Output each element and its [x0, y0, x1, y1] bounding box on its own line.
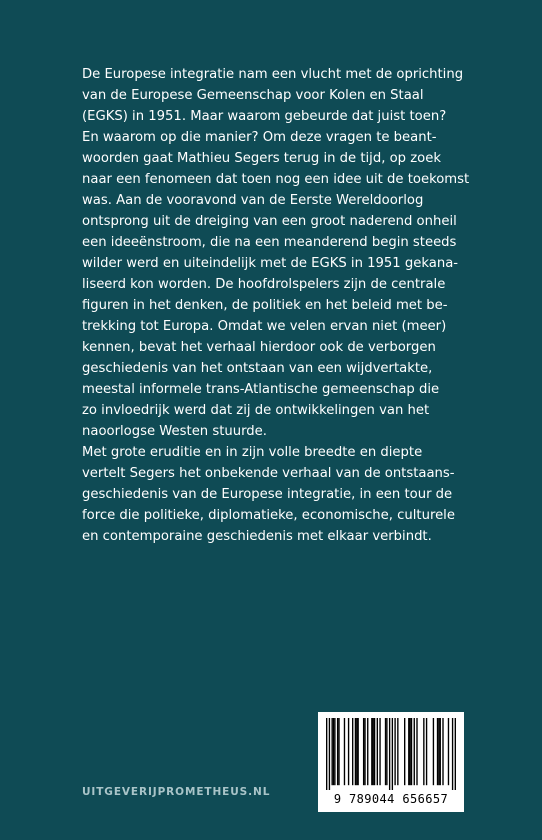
blurb-line: trekking tot Europa. Omdat we velen ervan niet (meer): [82, 319, 447, 334]
barcode-bar: [411, 718, 412, 785]
blurb-line: (EGKS) in 1951. Maar waarom gebeurde dat juist toen?: [82, 109, 447, 124]
blurb-line: woorden gaat Mathieu Segers terug in de tijd, op zoek: [82, 151, 441, 166]
barcode-bars: [326, 718, 456, 790]
barcode-bar: [348, 718, 349, 785]
barcode-bar: [352, 718, 353, 785]
blurb-line: Met grote eruditie en in zijn volle breedte en diepte: [82, 445, 423, 460]
barcode-bar: [355, 718, 356, 785]
barcode-bar: [414, 718, 415, 785]
barcode-bar: [448, 718, 449, 785]
barcode-bar: [356, 718, 357, 785]
barcode-bar: [326, 718, 327, 790]
barcode-bar: [363, 718, 364, 785]
barcode-bar: [423, 718, 424, 785]
barcode-bar: [438, 718, 439, 785]
barcode-bar: [409, 718, 410, 785]
blurb-line: en contemporaine geschiedenis met elkaar verbindt.: [82, 529, 432, 544]
blurb-line: was. Aan de vooravond van de Eerste Wereldoorlog: [82, 193, 424, 208]
blurb-text: [82, 64, 502, 547]
blurb-line: geschiedenis van het ontstaan van een wijdvertakte,: [82, 361, 433, 376]
barcode-bar: [408, 718, 409, 785]
barcode-bar: [344, 718, 345, 785]
blurb-line: naar een fenomeen dat toen nog een idee uit de toekomst: [82, 172, 470, 187]
barcode-bar: [357, 718, 358, 785]
barcode-bar: [394, 718, 395, 785]
blurb-line: ontsprong uit de dreiging van een groot naderend onheil: [82, 214, 457, 229]
blurb-line: van de Europese Gemeenschap voor Kolen en Staal: [82, 88, 424, 103]
barcode-bar: [364, 718, 365, 785]
barcode-bar: [389, 718, 390, 790]
barcode-bar: [433, 718, 434, 785]
barcode: [318, 712, 464, 812]
barcode-bar: [338, 718, 339, 785]
barcode-bar: [385, 718, 386, 785]
blurb-line: geschiedenis van de Europese integratie, in een tour de: [82, 487, 453, 502]
barcode-bar: [437, 718, 438, 785]
barcode-bar: [367, 718, 368, 785]
barcode-bar: [333, 718, 334, 785]
barcode-bar: [452, 718, 453, 790]
barcode-bar: [371, 718, 372, 785]
blurb-line: wilder werd en uiteindelijk met de EGKS in 1951 gekana-: [82, 256, 459, 271]
barcode-bar: [404, 718, 405, 785]
barcode-bar: [455, 718, 456, 790]
blurb-line: En waarom op die manier? Om deze vragen te beant-: [82, 130, 437, 145]
barcode-bar: [373, 718, 374, 785]
barcode-bar: [397, 718, 398, 785]
blurb-line: kennen, bevat het verhaal hierdoor ook de verborgen: [82, 340, 436, 355]
barcode-bar: [334, 718, 335, 785]
barcode-bar: [337, 718, 338, 785]
barcode-bar: [331, 718, 332, 785]
blurb-line: een ideeënstroom, die na een meanderend begin steeds: [82, 235, 457, 250]
blurb-line: vertelt Segers het onbekende verhaal van de ontstaans-: [82, 466, 455, 481]
blurb-line: naoorlogse Westen stuurde.: [82, 424, 267, 439]
blurb-line: zo invloedrijk werd dat zij de ontwikkelingen van het: [82, 403, 430, 418]
barcode-digits: 9 789044 656657: [333, 792, 449, 806]
barcode-bar: [426, 718, 427, 785]
blurb-line: meestal informele trans-Atlantische gemeenschap die: [82, 382, 440, 397]
blurb-line: liseerd kon worden. De hoofdrolspelers zijn de centrale: [82, 277, 446, 292]
blurb-line: force die politieke, diplomatieke, economische, culturele: [82, 508, 455, 523]
barcode-bar: [329, 718, 330, 790]
barcode-bar: [377, 718, 378, 785]
barcode-bar: [442, 718, 443, 785]
blurb-line: De Europese integratie nam een vlucht met de oprichting: [82, 67, 464, 82]
blurb-line: figuren in het denken, de politiek en het beleid met be-: [82, 298, 448, 313]
barcode-bar: [416, 718, 417, 785]
barcode-bar: [379, 718, 380, 785]
barcode-bar: [440, 718, 441, 785]
barcode-bar: [374, 718, 375, 785]
publisher-url[interactable]: UITGEVERIJPROMETHEUS.NL: [82, 786, 271, 798]
barcode-bar: [386, 718, 387, 785]
barcode-bar: [392, 718, 393, 790]
